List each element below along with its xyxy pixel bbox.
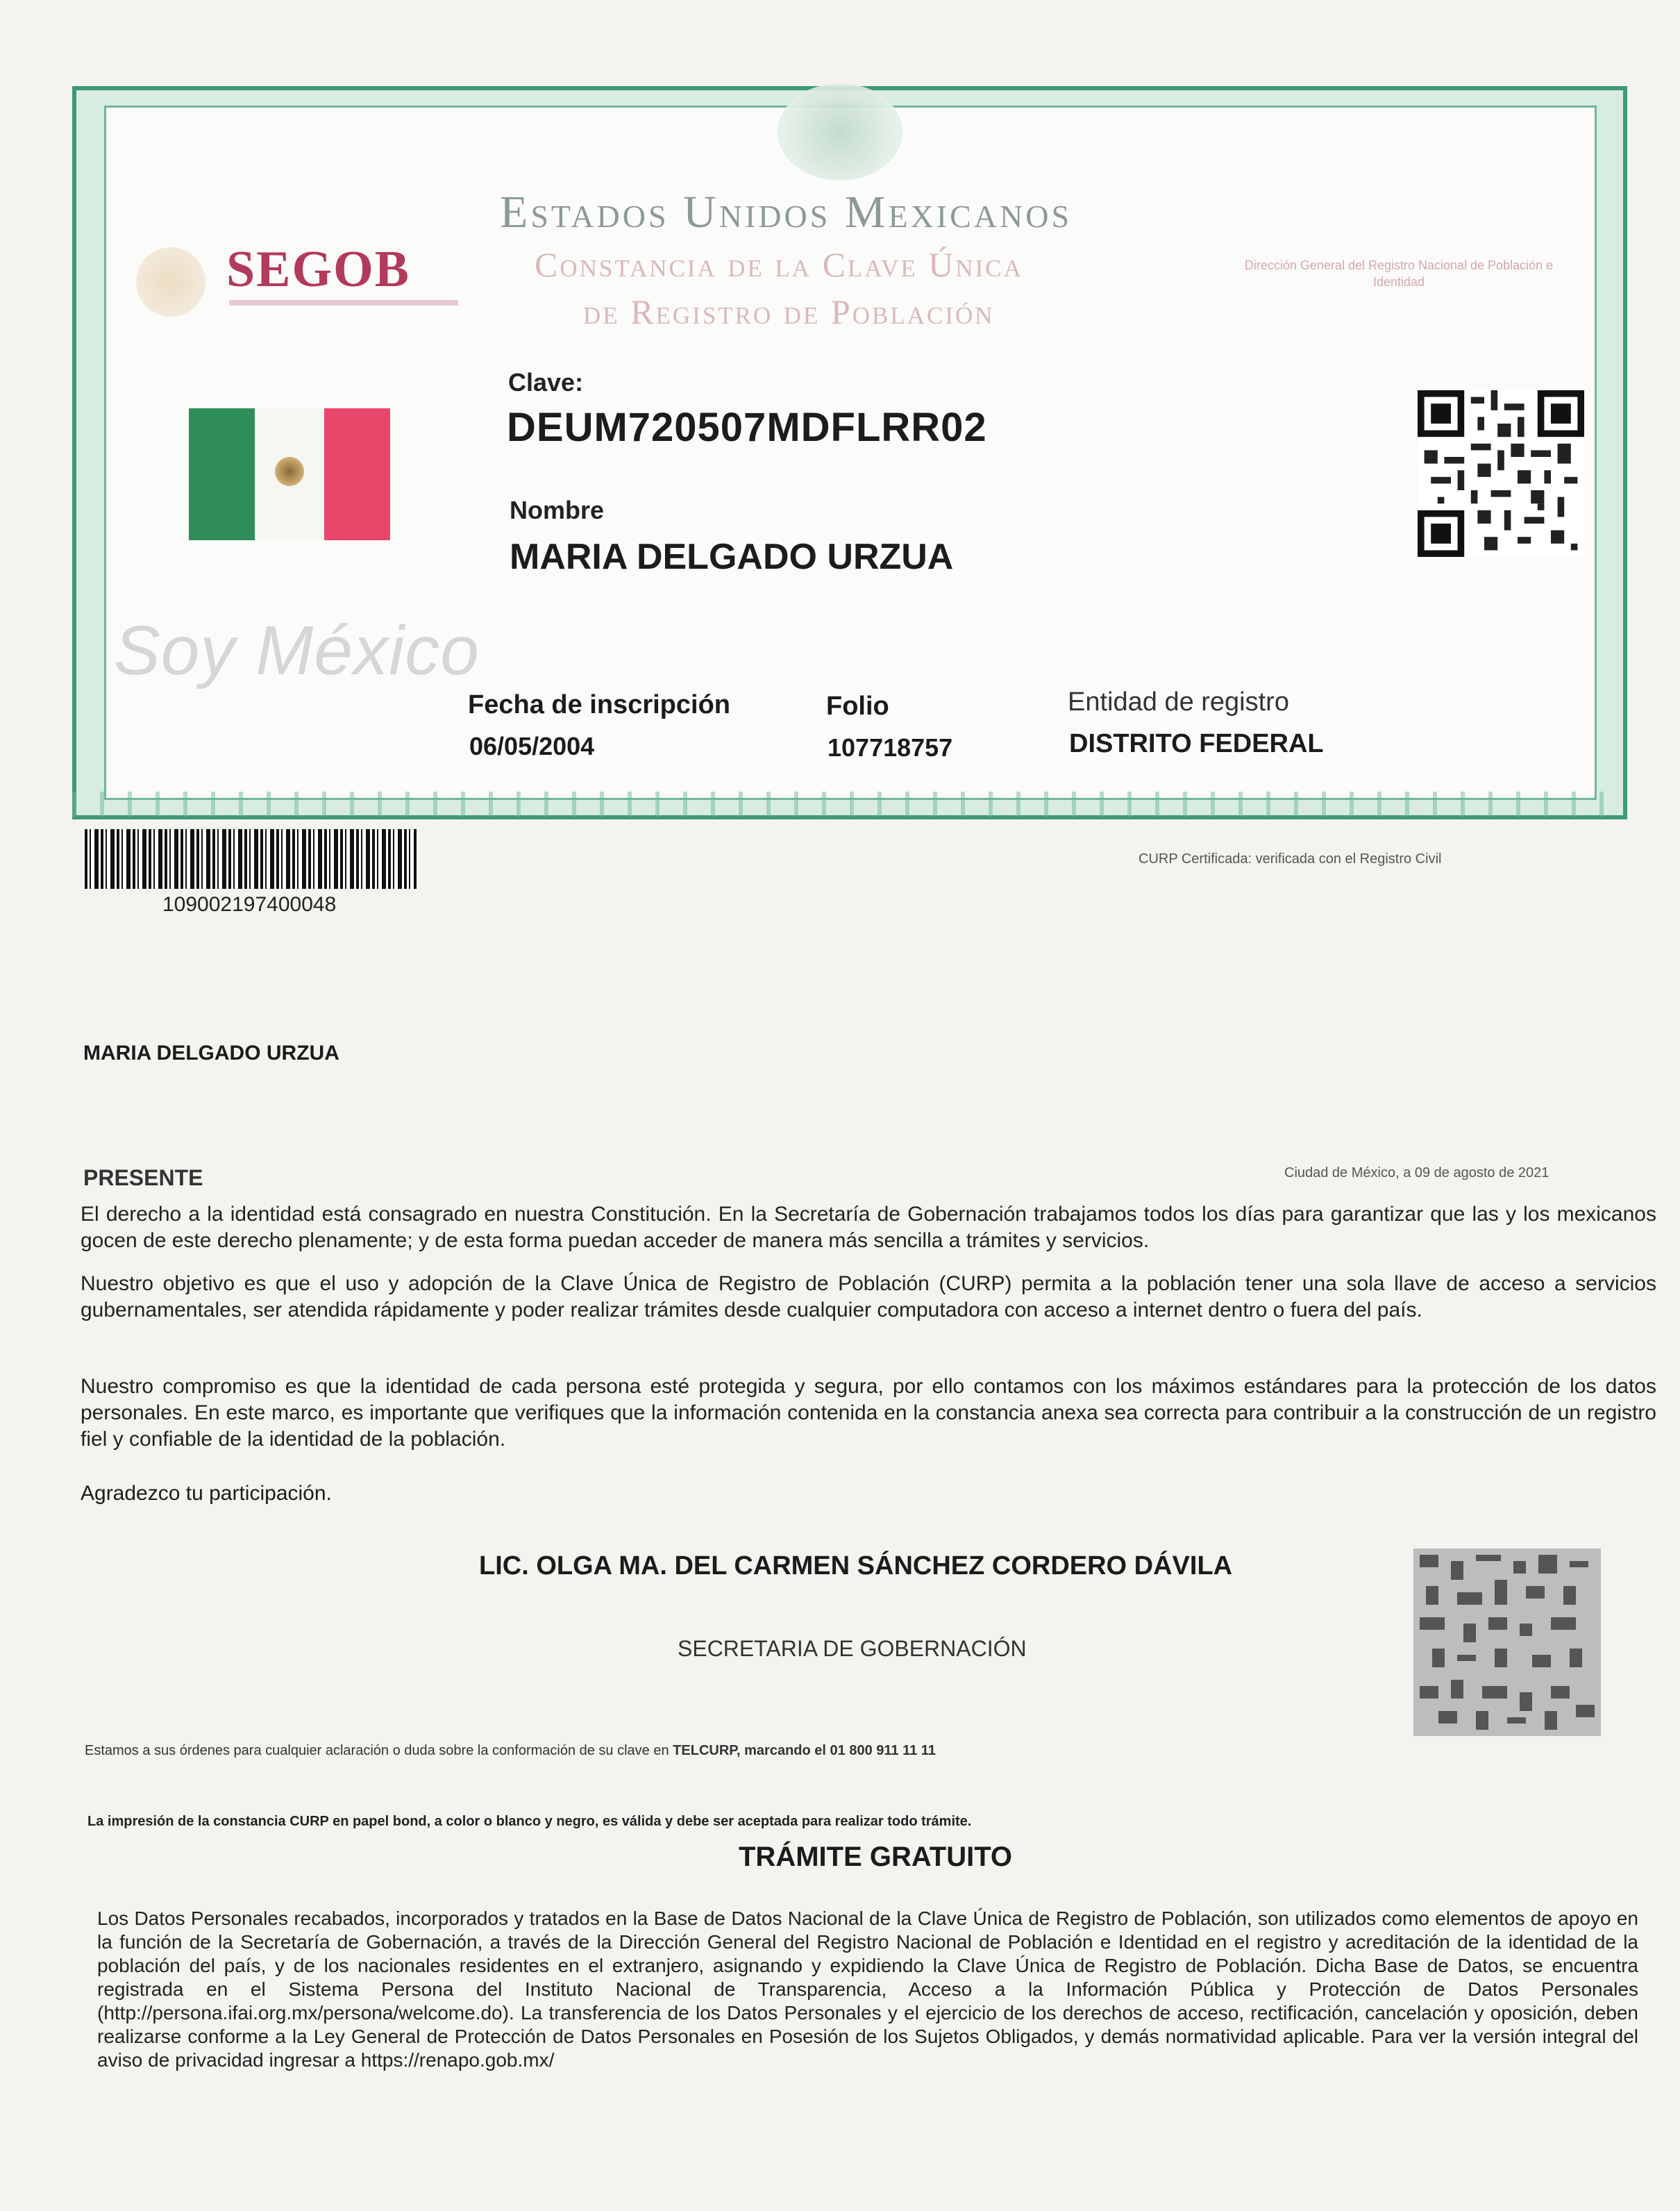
nombre-value: MARIA DELGADO URZUA bbox=[510, 537, 954, 577]
folio-label: Folio bbox=[826, 692, 889, 721]
letter-paragraph: El derecho a la identidad está consagrado en nuestra Constitución. En la Secretaría de Gobernación trabajamos todos los días para garantizar que las y los mexicanos gocen de este derecho plenamente; y de esta forma puedan acceder de manera más sencilla a trámites y servicios. bbox=[81, 1203, 1656, 1252]
privacy-notice: Los Datos Personales recabados, incorporados y tratados en la Base de Datos Nacional de la Clave Única de Registro de Población, son utilizados como elementos de apoyo en la función de la Secretaría de Gobernación, a través de la Dirección General del Registro Nacional de Población e Identidad en el registro y acreditación de la identidad de la población del país, y de los nacionales residentes en el extranjero, asignando y expidiendo la Clave Única de Registro de Población. Dicha Base de Datos, se encuentra registrada en el Sistema Persona del Instituto Nacional de Transparencia, Acceso a la Información Pública y Protección de Datos Personales (http://persona.ifai.org.mx/persona/welcome.do). La transferencia de los Datos Personales y el ejercicio de los derechos de acceso, rectificación, cancelación y oposición, deben realizarse conforme a la Ley General de Protección de Datos Personales en Posesión de los Sujetos Obligados, y demás normatividad aplicable. Para ver la versión integral del aviso de privacidad ingresar a https://renapo.gob.mx/ bbox=[97, 1908, 1638, 2071]
clave-label: Clave: bbox=[508, 368, 584, 397]
telcurp-text: Estamos a sus órdenes para cualquier aclaración o duda sobre la conformación de su clave en bbox=[85, 1743, 669, 1758]
entidad-label: Entidad de registro bbox=[1068, 687, 1289, 717]
telcurp-phone: TELCURP, marcando el 01 800 911 11 11 bbox=[673, 1743, 936, 1758]
certified-note: CURP Certificada: verificada con el Registro Civil bbox=[1139, 851, 1442, 867]
fecha-label: Fecha de inscripción bbox=[468, 690, 730, 719]
letter-place-date: Ciudad de México, a 09 de agosto de 2021 bbox=[1284, 1165, 1549, 1180]
mexico-flag-icon bbox=[189, 408, 390, 540]
fecha-value: 06/05/2004 bbox=[469, 732, 595, 760]
verification-qr-icon bbox=[1413, 1549, 1601, 1736]
qr-code-icon bbox=[1416, 390, 1586, 557]
folio-value: 107718757 bbox=[828, 733, 953, 762]
signer-title: SECRETARIA DE GOBERNACIÓN bbox=[678, 1636, 1027, 1661]
barcode-number: 109002197400048 bbox=[162, 893, 337, 916]
segob-logo: SEGOB bbox=[226, 241, 410, 298]
barcode-icon bbox=[85, 829, 417, 889]
nombre-label: Nombre bbox=[510, 496, 605, 524]
free-procedure-title: TRÁMITE GRATUITO bbox=[739, 1842, 1013, 1872]
document-title-line2: de Registro de Población bbox=[583, 292, 995, 331]
national-emblem-icon bbox=[778, 83, 902, 181]
directorate-note: Dirección General del Registro Nacional de Población e Identidad bbox=[1244, 258, 1554, 289]
document-title-line1: Constancia de la Clave Única bbox=[535, 245, 1023, 284]
letter-addressee: MARIA DELGADO URZUA bbox=[83, 1042, 339, 1065]
letter-thanks: Agradezco tu participación. bbox=[81, 1482, 332, 1505]
soy-mexico-watermark: Soy México bbox=[114, 612, 480, 690]
country-title: Estados Unidos Mexicanos bbox=[500, 187, 1073, 237]
letter-paragraph: Nuestro compromiso es que la identidad de cada persona esté protegida y segura, por ello contamos con los máximos estándares para la protección de los datos personales. En este marco, es importante que verifiques que la información contenida en la constancia anexa sea correcta para contribuir a la construcción de un registro fiel y confiable de la identidad de la población. bbox=[81, 1375, 1656, 1451]
letter-presente: PRESENTE bbox=[83, 1165, 203, 1190]
telcurp-note bbox=[85, 1743, 936, 1759]
clave-value: DEUM720507MDFLRR02 bbox=[507, 405, 987, 450]
segob-logo-subtitle bbox=[229, 300, 458, 306]
frame-border-pattern bbox=[72, 792, 1627, 817]
bond-paper-note: La impresión de la constancia CURP en papel bond, a color o blanco y negro, es válida y debe ser aceptada para realizar todo trámite. bbox=[87, 1814, 972, 1829]
signer-name: LIC. OLGA MA. DEL CARMEN SÁNCHEZ CORDERO DÁVILA bbox=[479, 1551, 1233, 1580]
entidad-value: DISTRITO FEDERAL bbox=[1069, 729, 1324, 758]
letter-paragraph: Nuestro objetivo es que el uso y adopción de la Clave Única de Registro de Población (CURP) permita a la población tener una sola llave de acceso a servicios gubernamentales, ser atendida rápidamente y poder realizar trámites desde cualquier computadora con acceso a internet dentro o fuera del país. bbox=[81, 1272, 1656, 1321]
coat-of-arms-icon bbox=[136, 247, 205, 317]
